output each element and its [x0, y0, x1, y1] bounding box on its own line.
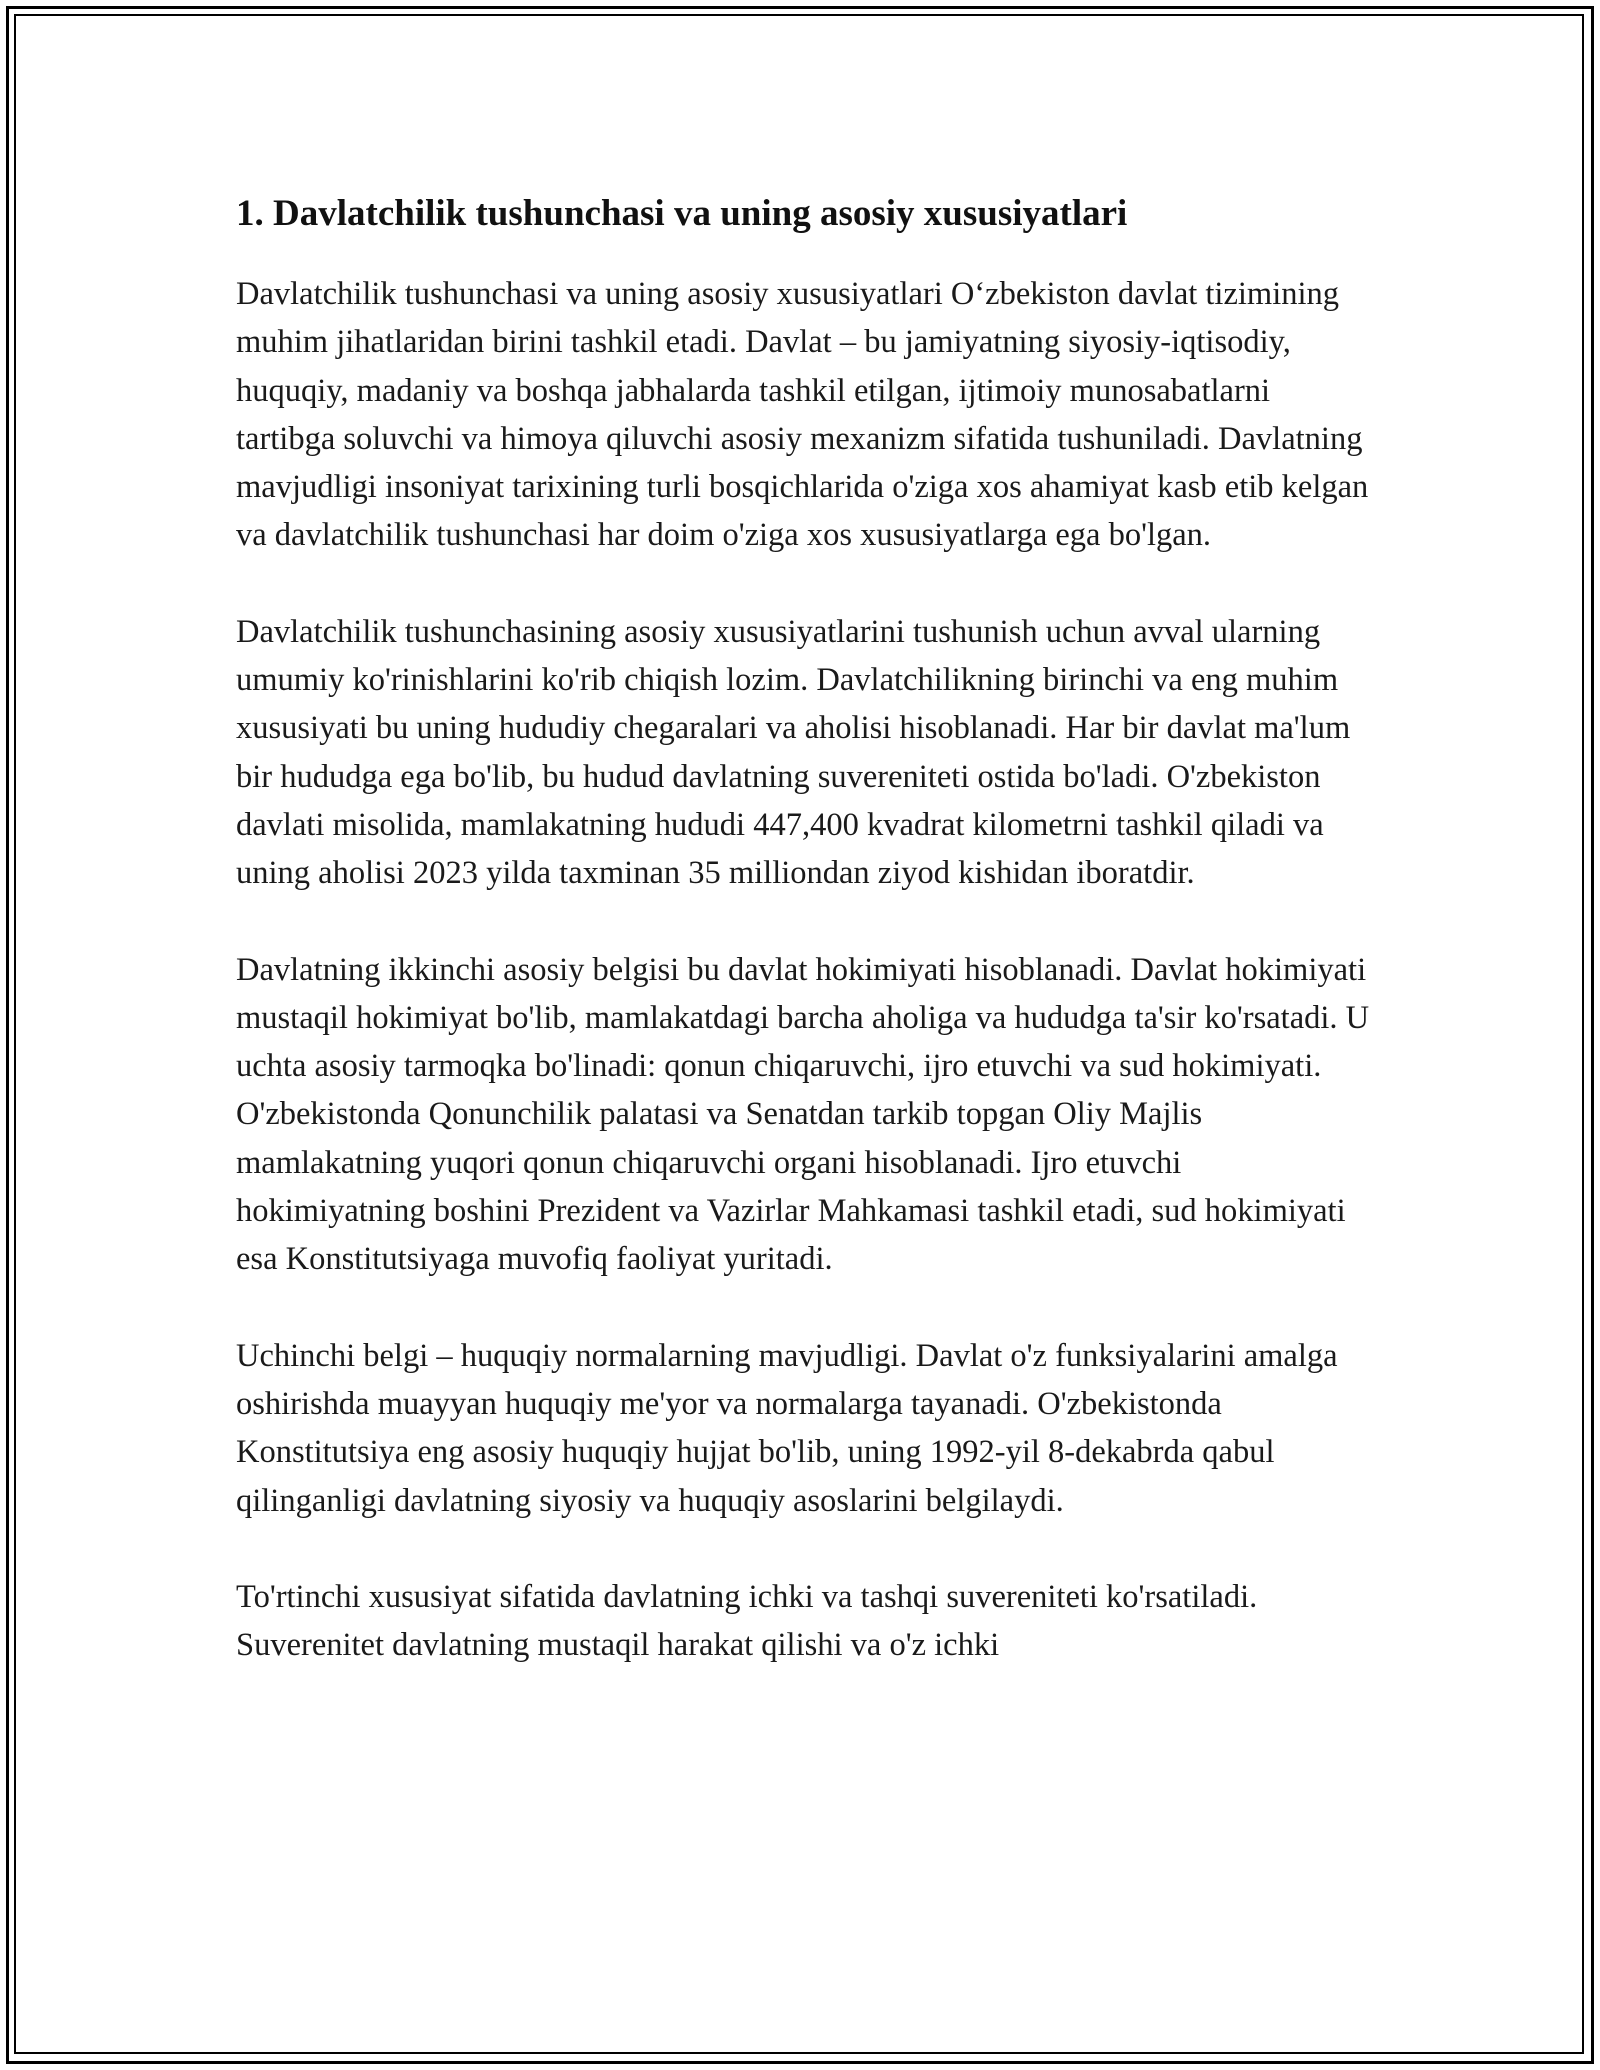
document-body [236, 188, 1376, 1717]
paragraph-4: Uchinchi belgi – huquqiy normalarning mavjudligi. Davlat o'z funksiyalarini amalga oshirishda muayyan huquqiy me'yor va normalarga tayanadi. O'zbekistonda Konstitutsiya eng asosiy huquqiy hujjat bo'lib, uning 1992-yil 8-dekabrda qabul qilinganligi davlatning siyosiy va huquqiy asoslarini belgilaydi. [236, 1337, 1338, 1519]
paragraph-1: Davlatchilik tushunchasi va uning asosiy xususiyatlari O‘zbekiston davlat tizimining muhim jihatlaridan birini tashkil etadi. Davlat – bu jamiyatning siyosiy-iqtisodiy, huquqiy, madaniy va boshqa jabhalarda tashkil etilgan, ijtimoiy munosabatlarni tartibga soluvchi va himoya qiluvchi asosiy mexanizm sifatida tushuniladi. Davlatning mavjudligi insoniyat tarixining turli bosqichlarida o'ziga xos ahamiyat kasb etib kelgan va davlatchilik tushunchasi har doim o'ziga xos xususiyatlarga ega bo'lgan. [236, 276, 1369, 554]
paragraph-3: Davlatning ikkinchi asosiy belgisi bu davlat hokimiyati hisoblanadi. Davlat hokimiyati mustaqil hokimiyat bo'lib, mamlakatdagi barcha aholiga va hududga ta'sir ko'rsatadi. U uchta asosiy tarmoqka bo'linadi: qonun chiqaruvchi, ijro etuvchi va sud hokimiyati. O'zbekistonda Qonunchilik palatasi va Senatdan tarkib topgan Oliy Majlis mamlakatning yuqori qonun chiqaruvchi organi hisoblanadi. Ijro etuvchi hokimiyatning boshini Prezident va Vazirlar Mahkamasi tashkil etadi, sud hokimiyati esa Konstitutsiyaga muvofiq faoliyat yuritadi. [236, 951, 1370, 1278]
paragraph-2: Davlatchilik tushunchasining asosiy xususiyatlarini tushunish uchun avval ularning umumiy ko'rinishlarini ko'rib chiqish lozim. Davlatchilikning birinchi va eng muhim xususiyati bu uning hududiy chegaralari va aholisi hisoblanadi. Har bir davlat ma'lum bir hududga ega bo'lib, bu hudud davlatning suvereniteti ostida bo'ladi. O'zbekiston davlati misolida, mamlakatning hududi 447,400 kvadrat kilometrni tashkil qiladi va uning aholisi 2023 yilda taxminan 35 milliondan ziyod kishidan iboratdir. [236, 613, 1351, 892]
paragraph-5: To'rtinchi xususiyat sifatida davlatning ichki va tashqi suvereniteti ko'rsatiladi. Suverenitet davlatning mustaqil harakat qilishi va o'z ichki [236, 1578, 1258, 1664]
section-heading: 1. Davlatchilik tushunchasi va uning asosiy xususiyatlari [236, 193, 1128, 234]
